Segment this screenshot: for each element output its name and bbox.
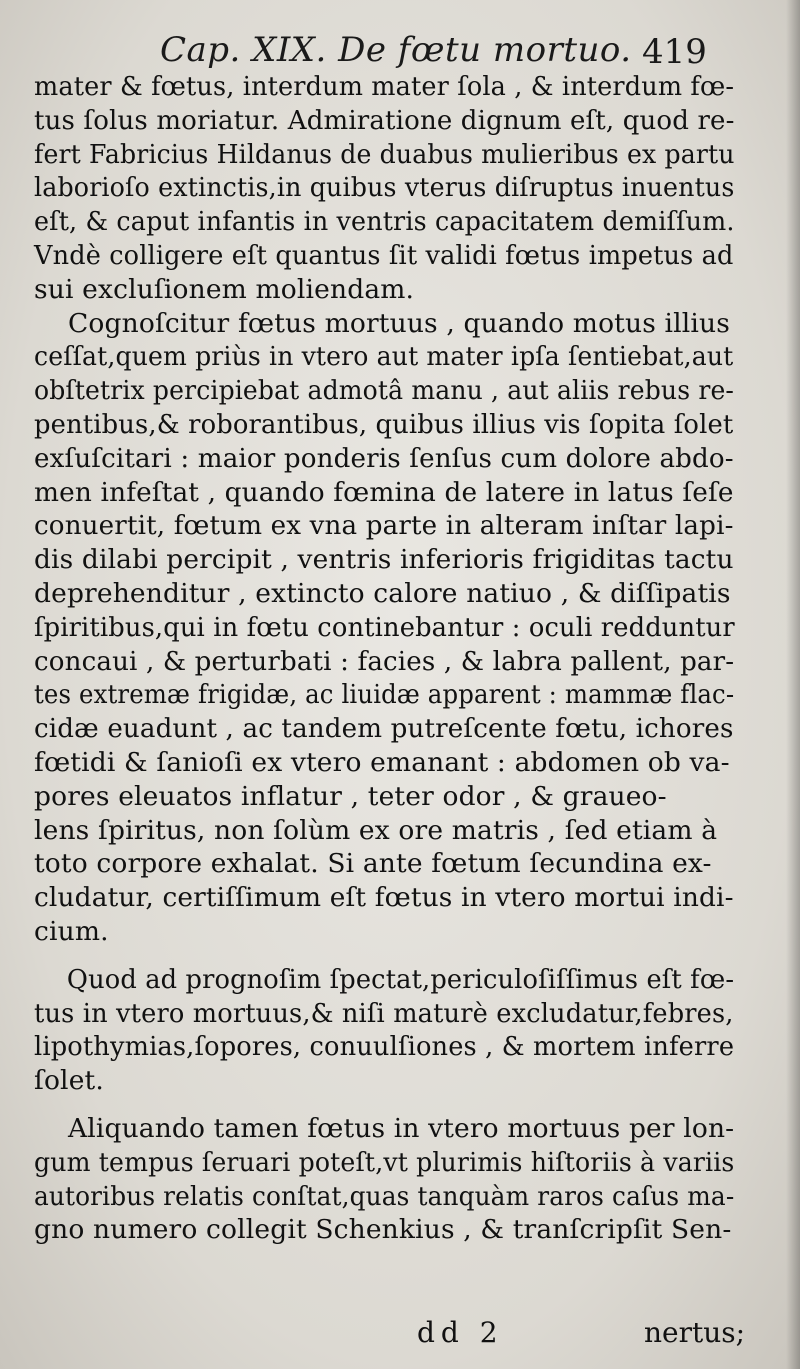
text-line: lipothymias,ſopores, conuulſiones , & mortem inferre [34, 1031, 735, 1063]
page-edge-shadow [786, 0, 800, 1369]
text-line: cium. [34, 915, 109, 947]
text-line: cludatur, certiſſimum eſt fœtus in vtero mortui indi- [34, 882, 734, 914]
running-head [0, 18, 800, 78]
text-line: conuertit, fœtum ex vna parte in alteram inſtar lapi- [34, 510, 734, 542]
text-line: concaui , & perturbati : facies , & labra pallent, par- [34, 645, 735, 677]
page-footer [0, 1316, 800, 1356]
running-title: Cap. XIX. De fœtu mortuo. [160, 30, 632, 70]
text-line: autoribus relatis conſtat,quas tanquàm raros caſus ma- [34, 1180, 735, 1212]
text-line: exſuſcitari : maior ponderis ſenſus cum dolore abdo- [34, 442, 734, 474]
text-line: fœtidi & ſanioſi ex vtero emanant : abdomen ob va- [34, 746, 730, 778]
text-line: ſpiritibus,qui in fœtu continebantur : oculi redduntur [34, 611, 735, 643]
text-line: sui excluſionem moliendam. [34, 273, 415, 305]
text-line: pores eleuatos inflatur , teter odor , & graueo- [34, 780, 667, 812]
text-line: dis dilabi percipit , ventris inferioris frigiditas tactu [34, 544, 734, 576]
text-line: laborioſo extinctis,in quibus vterus diſruptus inuentus [34, 172, 735, 204]
paragraph-start-line: Quod ad prognoſim ſpectat,periculoſiſſimus eſt fœ- [66, 963, 735, 995]
page-number: 419 [642, 32, 707, 72]
body-text [34, 70, 734, 1247]
text-line: gno numero collegit Schenkius , & tranſcripſit Sen- [34, 1214, 732, 1246]
text-line: lens ſpiritus, non ſolùm ex ore matris , ſed etiam à [34, 814, 718, 846]
text-line: mater & fœtus, interdum mater ſola , & interdum fœ- [34, 71, 735, 102]
text-line: ceſſat,quem priùs in vtero aut mater ipſa ſentiebat,aut [34, 341, 734, 373]
paragraph-start-line: Aliquando tamen fœtus in vtero mortuus per lon- [67, 1112, 735, 1144]
text-line: deprehenditur , extincto calore natiuo , & diſſipatis [34, 577, 731, 609]
text-line: tes extremæ frigidæ, ac liuidæ apparent : mammæ flac- [34, 679, 735, 711]
text-line: fert Fabricius Hildanus de duabus mulieribus ex partu [34, 138, 735, 170]
signature-mark: dd 2 [417, 1316, 504, 1349]
text-line: gum tempus ſeruari poteſt,vt plurimis hiſtoriis à variis [34, 1146, 735, 1178]
text-line: ſolet. [34, 1065, 104, 1097]
catchword: nertus; [644, 1316, 746, 1349]
text-line: toto corpore exhalat. Si ante fœtum ſecundina ex- [34, 848, 712, 880]
text-line: pentibus,& roborantibus, quibus illius vis ſopita ſolet [34, 408, 734, 440]
paragraph-start-line: Cognoſcitur fœtus mortuus , quando motus illius [68, 307, 730, 339]
text-line: Vndè colligere eſt quantus ſit validi fœtus impetus ad [34, 239, 734, 271]
text-line: cidæ euadunt , ac tandem putreſcente fœtu, ichores [34, 713, 734, 745]
text-line: tus in vtero mortuus,& niſi maturè excludatur,febres, [34, 997, 734, 1029]
text-line: obſtetrix percipiebat admotâ manu , aut aliis rebus re- [34, 375, 735, 407]
text-line: eſt, & caput infantis in ventris capacitatem demiſſum. [34, 206, 735, 238]
text-line: men infeſtat , quando fœmina de latere in latus ſeſe [34, 476, 734, 508]
text-line: tus ſolus moriatur. Admiratione dignum eſt, quod re- [34, 104, 735, 136]
